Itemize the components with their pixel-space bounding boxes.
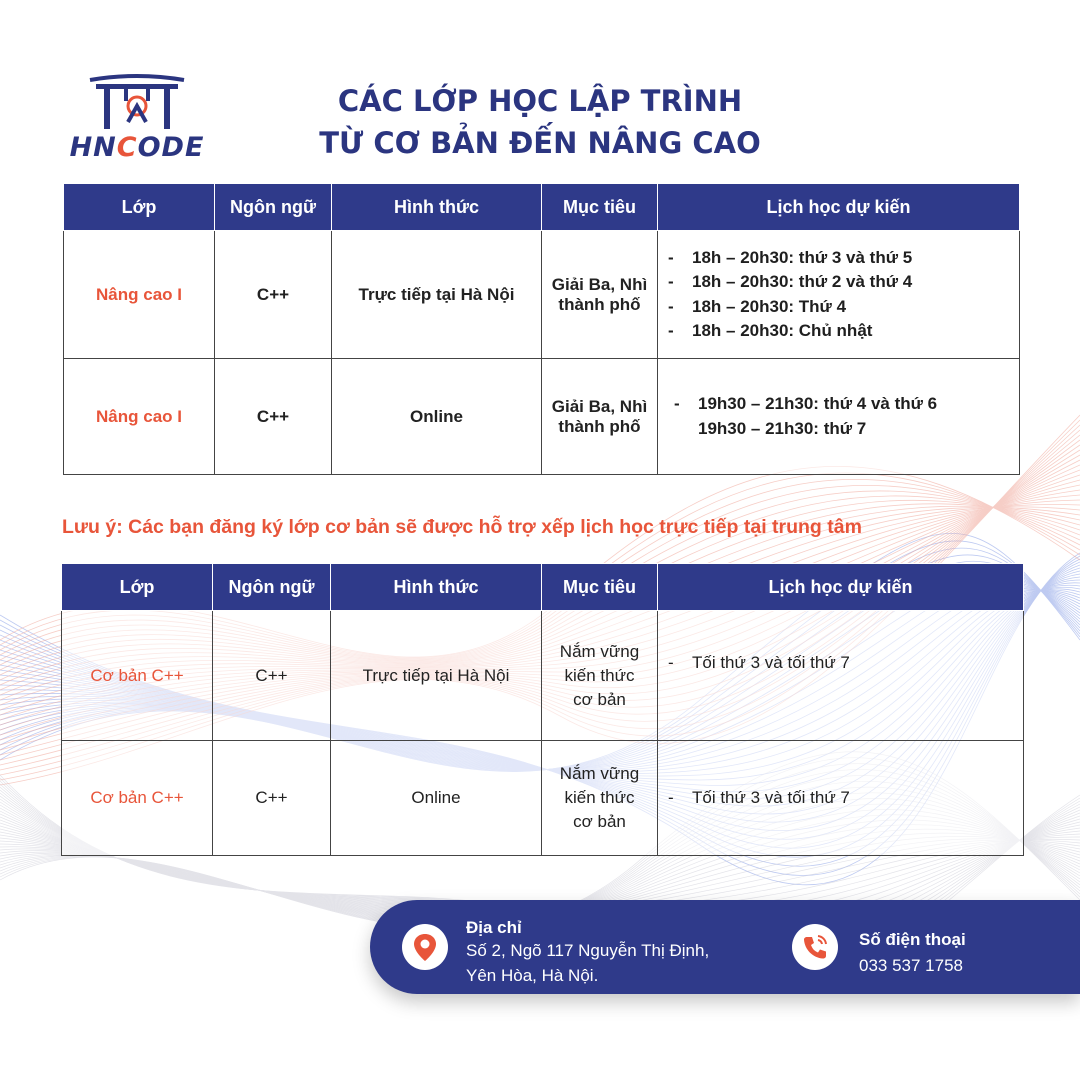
list-item: - Tối thứ 3 và tối thứ 7 — [668, 653, 850, 672]
header-schedule: Lịch học dự kiến — [658, 564, 1024, 611]
gate-icon — [62, 70, 212, 132]
format: Trực tiếp tại Hà Nội — [332, 231, 542, 359]
brand-name: HNCODE — [69, 132, 205, 163]
goal: Giải Ba, Nhì thành phố — [542, 231, 658, 359]
language: C++ — [213, 741, 331, 856]
list-item: - Tối thứ 3 và tối thứ 7 — [668, 787, 850, 807]
title-line-2: TỪ CƠ BẢN ĐẾN NÂNG CAO — [319, 126, 761, 160]
phone-label: Số điện thoại — [859, 930, 966, 949]
table-row — [62, 741, 1024, 856]
table-header-row — [62, 564, 1024, 611]
list-item: - 18h – 20h30: Thứ 4 — [668, 296, 847, 316]
header-language: Ngôn ngữ — [213, 564, 331, 611]
header-language: Ngôn ngữ — [215, 184, 332, 231]
hncode-logo — [62, 70, 212, 165]
language: C++ — [213, 611, 331, 741]
goal: Giải Ba, Nhì thành phố — [542, 359, 658, 475]
class-name: Cơ bản C++ — [62, 611, 213, 741]
note-text: Lưu ý: Các bạn đăng ký lớp cơ bản sẽ được hỗ trợ xếp lịch học trực tiếp tại trung tâm — [62, 516, 862, 538]
advanced-classes-table — [63, 183, 1020, 475]
header-goal: Mục tiêu — [542, 564, 658, 611]
basic-classes-table — [61, 563, 1024, 856]
goal: Nắm vững kiến thức cơ bản — [542, 611, 658, 741]
page-title — [260, 80, 820, 164]
header-format: Hình thức — [332, 184, 542, 231]
phone-icon — [792, 924, 838, 970]
title-line-1: CÁC LỚP HỌC LẬP TRÌNH — [337, 84, 743, 118]
class-name: Nâng cao I — [64, 231, 215, 359]
header-goal: Mục tiêu — [542, 184, 658, 231]
list-item: 19h30 – 21h30: thứ 7 — [698, 418, 867, 438]
schedule — [658, 741, 1024, 856]
format: Trực tiếp tại Hà Nội — [331, 611, 542, 741]
table-row — [64, 359, 1020, 475]
table-row — [62, 611, 1024, 741]
class-name: Nâng cao I — [64, 359, 215, 475]
phone-number[interactable]: 033 537 1758 — [859, 956, 963, 975]
table-row — [64, 231, 1020, 359]
format: Online — [332, 359, 542, 475]
address-label: Địa chỉ — [466, 918, 522, 937]
schedule — [658, 231, 1020, 359]
header-class: Lớp — [62, 564, 213, 611]
format: Online — [331, 741, 542, 856]
goal: Nắm vững kiến thức cơ bản — [542, 741, 658, 856]
address-line-2: Yên Hòa, Hà Nội. — [466, 966, 599, 985]
language: C++ — [215, 359, 332, 475]
location-pin-icon — [402, 924, 448, 970]
class-name: Cơ bản C++ — [62, 741, 213, 856]
table-header-row — [64, 184, 1020, 231]
language: C++ — [215, 231, 332, 359]
schedule — [658, 359, 1020, 475]
header-format: Hình thức — [331, 564, 542, 611]
list-item: - 18h – 20h30: Chủ nhật — [668, 321, 873, 340]
list-item: - 18h – 20h30: thứ 2 và thứ 4 — [668, 272, 913, 291]
list-item: - 18h – 20h30: thứ 3 và thứ 5 — [668, 247, 913, 267]
contact-bar — [370, 900, 1080, 994]
list-item: - 19h30 – 21h30: thứ 4 và thứ 6 — [674, 394, 938, 413]
address-line-1: Số 2, Ngõ 117 Nguyễn Thị Định, — [466, 941, 710, 960]
schedule — [658, 611, 1024, 741]
header-class: Lớp — [64, 184, 215, 231]
header-schedule: Lịch học dự kiến — [658, 184, 1020, 231]
